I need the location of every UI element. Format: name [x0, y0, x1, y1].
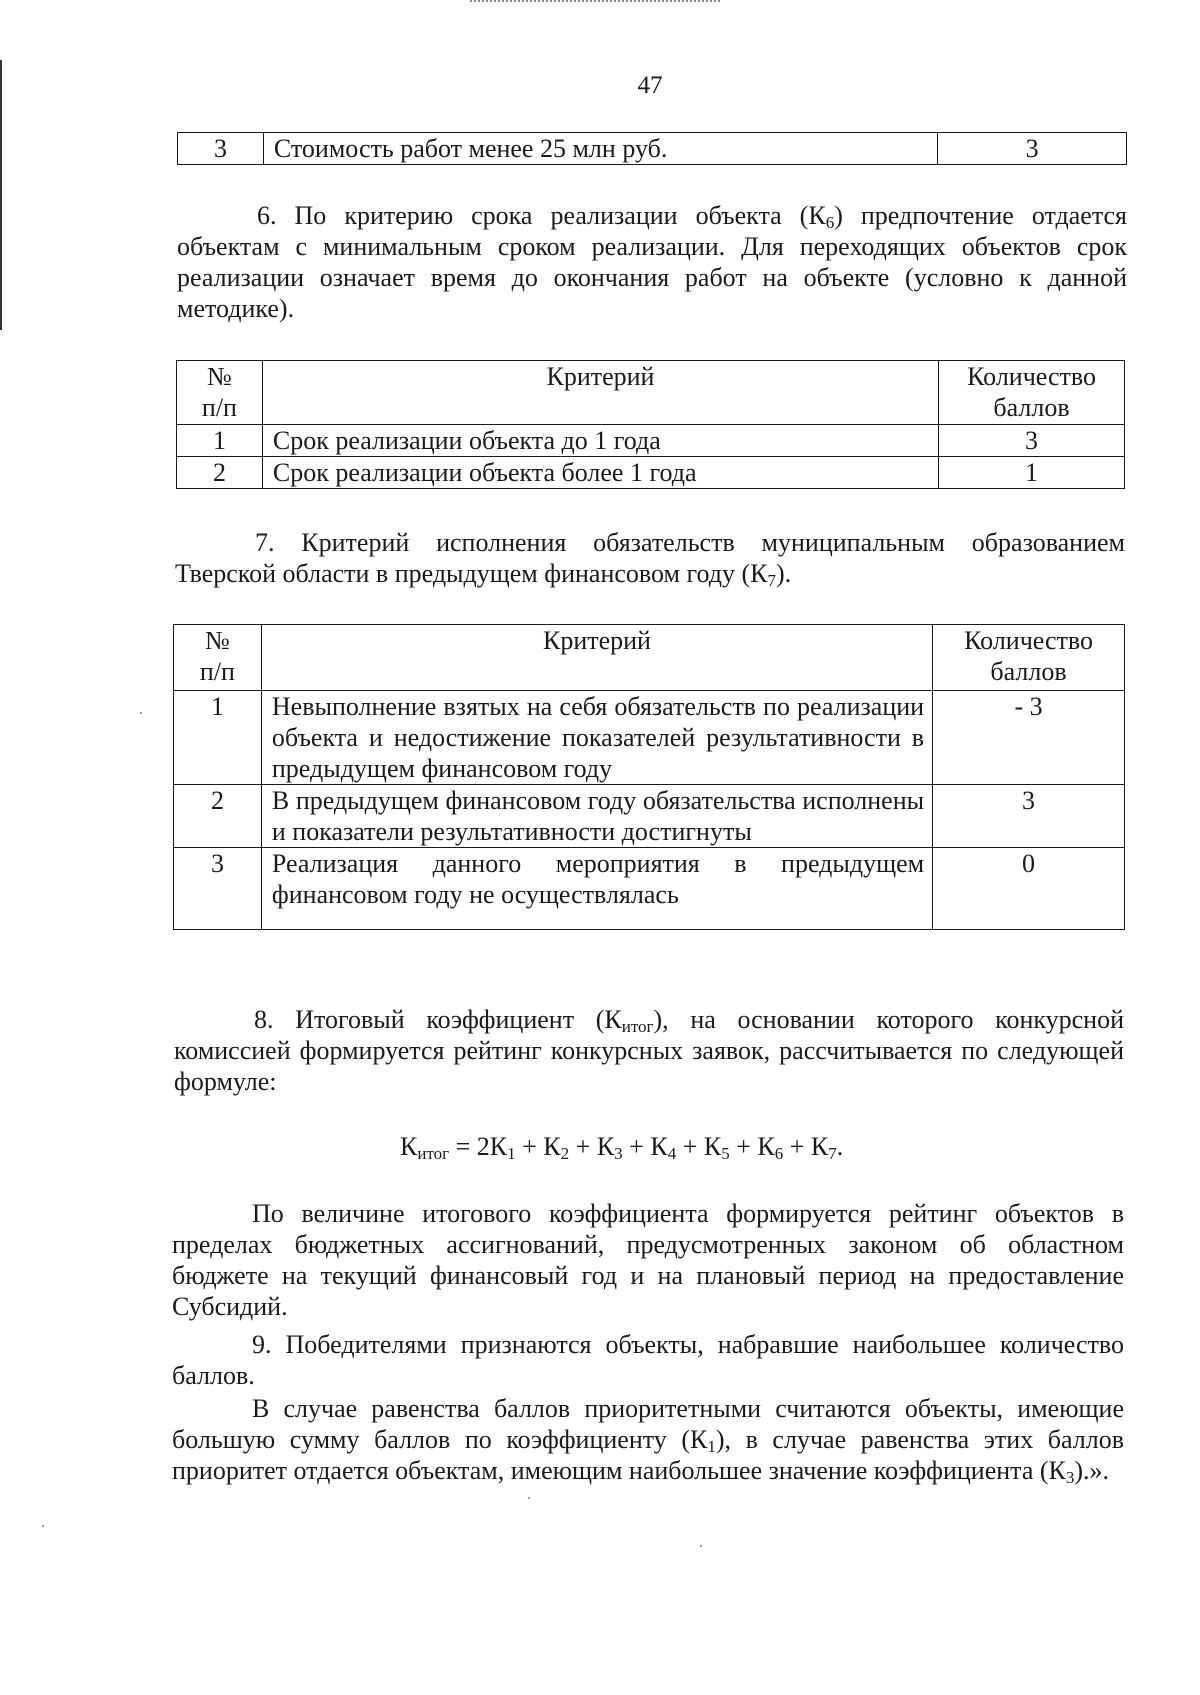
row-points: 3 — [938, 133, 1127, 165]
row-criterion: Срок реализации объекта более 1 года — [262, 457, 938, 489]
scan-artifact — [470, 0, 720, 4]
header-points-line1: Количество — [964, 626, 1093, 655]
row-number: 1 — [174, 691, 262, 785]
scan-edge-mark — [0, 60, 2, 330]
header-points — [933, 625, 1125, 691]
header-num — [174, 625, 262, 691]
row-number: 2 — [177, 457, 263, 489]
row-number: 3 — [178, 133, 264, 165]
table-row — [174, 785, 1125, 848]
row-number: 1 — [177, 425, 263, 457]
rating-paragraph: По величине итогового коэффициента формируется рейтинг объектов в пределах бюджетных ассигнований, предусмотренных законом об областном бюджете на текущий финансовый год и на плановый период на предоставление Субсидий. — [172, 1199, 1124, 1321]
row-criterion: Реализация данного мероприятия в предыдущем финансовом году не осуществлялась — [261, 848, 932, 930]
header-criterion: Критерий — [261, 625, 932, 691]
header-points-line1: Количество — [967, 362, 1096, 391]
section-8-paragraph: 8. Итоговый коэффициент $(К_{итог})$, на основании которого конкурсной комиссией формируется рейтинг конкурсных заявок, рассчитывается по следующей формуле: — [174, 1005, 1124, 1096]
row-points: 3 — [939, 425, 1125, 457]
table-k7 — [173, 624, 1125, 930]
header-num-line2: п/п — [201, 393, 237, 422]
table-row — [174, 691, 1125, 785]
row-number: 2 — [174, 785, 262, 848]
table-k6 — [176, 360, 1125, 489]
table-row — [177, 457, 1125, 489]
table-header-row — [177, 361, 1125, 425]
scan-speck — [700, 1545, 702, 1547]
table-continuation — [177, 132, 1127, 165]
header-num-line1: № — [205, 626, 230, 655]
row-criterion: Невыполнение взятых на себя обязательств по реализации объекта и недостижение показателей результативности в предыдущем финансовом году — [261, 691, 932, 785]
header-points-line2: баллов — [990, 657, 1067, 686]
section-6-paragraph: 6. По критерию срока реализации объекта $(К_6)$ предпочтение отдается объектам с минимальным сроком реализации. Для переходящих объектов срок реализации означает время до окончания работ на объекте (условно к данной методике). — [177, 201, 1127, 323]
formula-k-total: $К_{итог} = 2К_1 + К_2 + К_3 + К_4 + К_5 + К_6 + К_7$. — [400, 1132, 844, 1163]
header-points — [939, 361, 1125, 425]
header-num-line2: п/п — [199, 657, 235, 686]
table-header-row — [174, 625, 1125, 691]
row-criterion: В предыдущем финансовом году обязательства исполнены и показатели результативности достигнуты — [261, 785, 932, 848]
section-9-paragraph: 9. Победителями признаются объекты, набравшие наибольшее количество баллов. — [172, 1330, 1124, 1390]
header-criterion: Критерий — [262, 361, 938, 425]
page-number: 47 — [637, 72, 663, 99]
scan-speck — [42, 1525, 44, 1527]
row-points: - 3 — [933, 691, 1125, 785]
scan-speck — [528, 1497, 530, 1499]
row-points: 3 — [933, 785, 1125, 848]
row-criterion: Стоимость работ менее 25 млн руб. — [263, 133, 937, 165]
scan-speck — [140, 712, 142, 714]
table-row — [174, 848, 1125, 930]
row-number: 3 — [174, 848, 262, 930]
row-points: 0 — [933, 848, 1125, 930]
row-points: 1 — [939, 457, 1125, 489]
header-points-line2: баллов — [993, 393, 1070, 422]
header-num — [177, 361, 263, 425]
tie-break-paragraph: В случае равенства баллов приоритетными считаются объекты, имеющие большую сумму баллов по коэффициенту $(К_1)$, в случае равенства этих баллов приоритет отдается объектам, имеющим наибольшее значение коэффициента $(К_3)$.». — [172, 1394, 1124, 1487]
header-num-line1: № — [207, 362, 232, 391]
row-criterion: Срок реализации объекта до 1 года — [262, 425, 938, 457]
table-row — [177, 425, 1125, 457]
section-7-paragraph: 7. Критерий исполнения обязательств муниципальным образованием Тверской области в предыдущем финансовом году $(К_7)$. — [175, 528, 1125, 590]
table-row — [178, 133, 1127, 165]
